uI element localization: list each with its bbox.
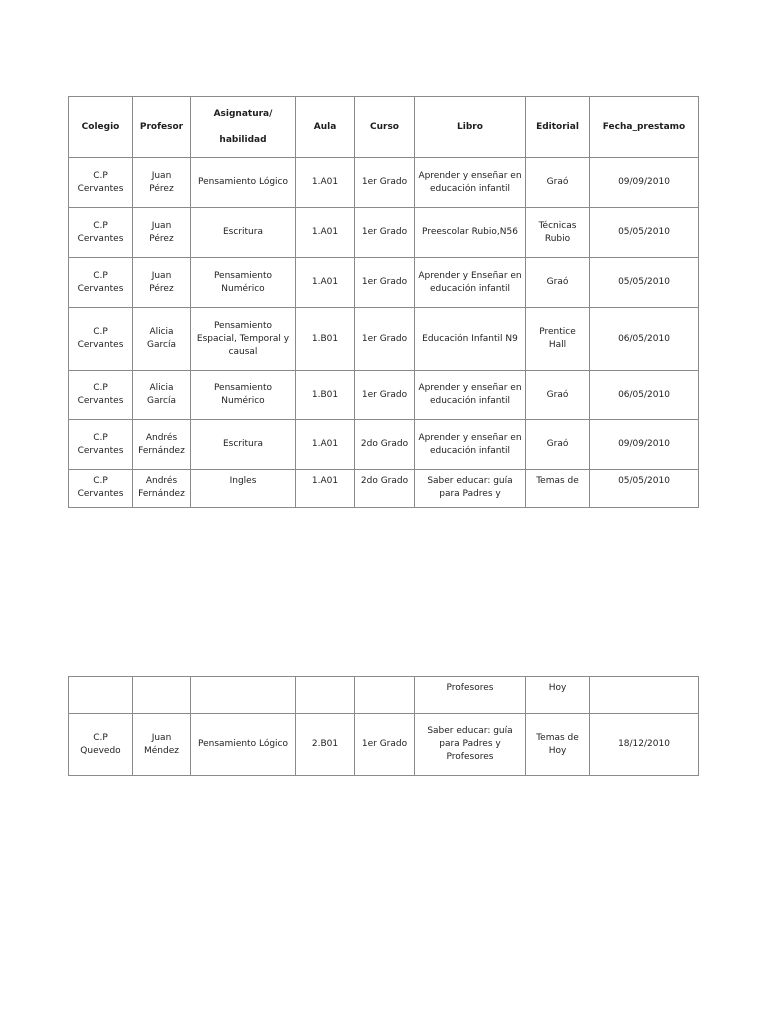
cell-profesor: Juan Pérez	[133, 208, 191, 258]
table-row	[69, 308, 699, 371]
cell-libro: Saber educar: guía para Padres y	[415, 470, 526, 508]
table-row	[69, 371, 699, 420]
cell-libro: Aprender y Enseñar en educación infantil	[415, 258, 526, 308]
table-row	[69, 470, 699, 508]
cell-profesor: Juan Pérez	[133, 158, 191, 208]
cell-curso: 1er Grado	[355, 714, 415, 776]
cell-fecha-prestamo: 06/05/2010	[590, 308, 699, 371]
column-header-asignatura: Asignatura/ habilidad	[191, 97, 296, 158]
cell-asignatura: Pensamiento Espacial, Temporal y causal	[191, 308, 296, 371]
column-header-aula: Aula	[296, 97, 355, 158]
cell-fecha-prestamo: 06/05/2010	[590, 371, 699, 420]
table-row	[69, 677, 699, 714]
cell-editorial: Graó	[526, 258, 590, 308]
cell-aula: 1.A01	[296, 158, 355, 208]
table-row	[69, 714, 699, 776]
cell-libro: Aprender y enseñar en educación infantil	[415, 420, 526, 470]
cell-fecha-prestamo: 05/05/2010	[590, 258, 699, 308]
cell-editorial: Temas de Hoy	[526, 714, 590, 776]
cell-profesor: Juan Pérez	[133, 258, 191, 308]
cell-aula: 2.B01	[296, 714, 355, 776]
cell-aula: 1.A01	[296, 470, 355, 508]
cell-fecha-prestamo: 09/09/2010	[590, 420, 699, 470]
table-row	[69, 420, 699, 470]
column-header-libro: Libro	[415, 97, 526, 158]
cell-asignatura: Pensamiento Numérico	[191, 371, 296, 420]
table-body	[69, 158, 699, 508]
cell-curso: 1er Grado	[355, 158, 415, 208]
table-row	[69, 158, 699, 208]
cell-profesor: Alicia García	[133, 371, 191, 420]
cell-libro: Educación Infantil N9	[415, 308, 526, 371]
cell-libro: Saber educar: guía para Padres y Profesores	[415, 714, 526, 776]
loans-table-continuation	[68, 676, 699, 776]
cell-fecha-prestamo: 05/05/2010	[590, 470, 699, 508]
cell-aula: 1.A01	[296, 420, 355, 470]
column-header-profesor: Profesor	[133, 97, 191, 158]
cell-asignatura: Pensamiento Lógico	[191, 158, 296, 208]
cell-aula: 1.A01	[296, 258, 355, 308]
column-header-editorial: Editorial	[526, 97, 590, 158]
cell-curso: 1er Grado	[355, 371, 415, 420]
cell-asignatura	[191, 677, 296, 714]
cell-editorial: Graó	[526, 371, 590, 420]
cell-editorial: Prentice Hall	[526, 308, 590, 371]
cell-asignatura: Escritura	[191, 420, 296, 470]
cell-fecha-prestamo: 09/09/2010	[590, 158, 699, 208]
cell-editorial: Técnicas Rubio	[526, 208, 590, 258]
cell-profesor: Alicia García	[133, 308, 191, 371]
cell-editorial: Hoy	[526, 677, 590, 714]
cell-colegio: C.P Cervantes	[69, 208, 133, 258]
cell-colegio: C.P Cervantes	[69, 371, 133, 420]
loans-table	[68, 96, 699, 508]
cell-editorial: Temas de	[526, 470, 590, 508]
cell-curso: 1er Grado	[355, 258, 415, 308]
cell-libro: Aprender y enseñar en educación infantil	[415, 158, 526, 208]
cell-aula: 1.B01	[296, 308, 355, 371]
cell-profesor: Andrés Fernández	[133, 420, 191, 470]
cell-editorial: Graó	[526, 420, 590, 470]
cell-profesor: Andrés Fernández	[133, 470, 191, 508]
cell-curso: 2do Grado	[355, 470, 415, 508]
cell-fecha-prestamo: 05/05/2010	[590, 208, 699, 258]
cell-asignatura: Pensamiento Numérico	[191, 258, 296, 308]
column-header-curso: Curso	[355, 97, 415, 158]
table-header	[69, 97, 699, 158]
cell-aula: 1.A01	[296, 208, 355, 258]
cell-colegio	[69, 677, 133, 714]
cell-curso: 2do Grado	[355, 420, 415, 470]
cell-colegio: C.P Cervantes	[69, 158, 133, 208]
cell-asignatura: Escritura	[191, 208, 296, 258]
table-body-continuation	[69, 677, 699, 776]
cell-colegio: C.P Cervantes	[69, 258, 133, 308]
cell-curso: 1er Grado	[355, 308, 415, 371]
cell-fecha-prestamo	[590, 677, 699, 714]
cell-libro: Profesores	[415, 677, 526, 714]
cell-libro: Aprender y enseñar en educación infantil	[415, 371, 526, 420]
cell-editorial: Graó	[526, 158, 590, 208]
cell-profesor: Juan Méndez	[133, 714, 191, 776]
cell-fecha-prestamo: 18/12/2010	[590, 714, 699, 776]
cell-colegio: C.P Cervantes	[69, 308, 133, 371]
cell-colegio: C.P Cervantes	[69, 470, 133, 508]
cell-libro: Preescolar Rubio,N56	[415, 208, 526, 258]
column-header-colegio: Colegio	[69, 97, 133, 158]
cell-asignatura: Pensamiento Lógico	[191, 714, 296, 776]
cell-aula	[296, 677, 355, 714]
column-header-fecha-prestamo: Fecha_prestamo	[590, 97, 699, 158]
cell-asignatura: Ingles	[191, 470, 296, 508]
cell-colegio: C.P Cervantes	[69, 420, 133, 470]
cell-curso	[355, 677, 415, 714]
cell-curso: 1er Grado	[355, 208, 415, 258]
table-row	[69, 258, 699, 308]
cell-aula: 1.B01	[296, 371, 355, 420]
header-row	[69, 97, 699, 158]
cell-profesor	[133, 677, 191, 714]
cell-colegio: C.P Quevedo	[69, 714, 133, 776]
table-row	[69, 208, 699, 258]
